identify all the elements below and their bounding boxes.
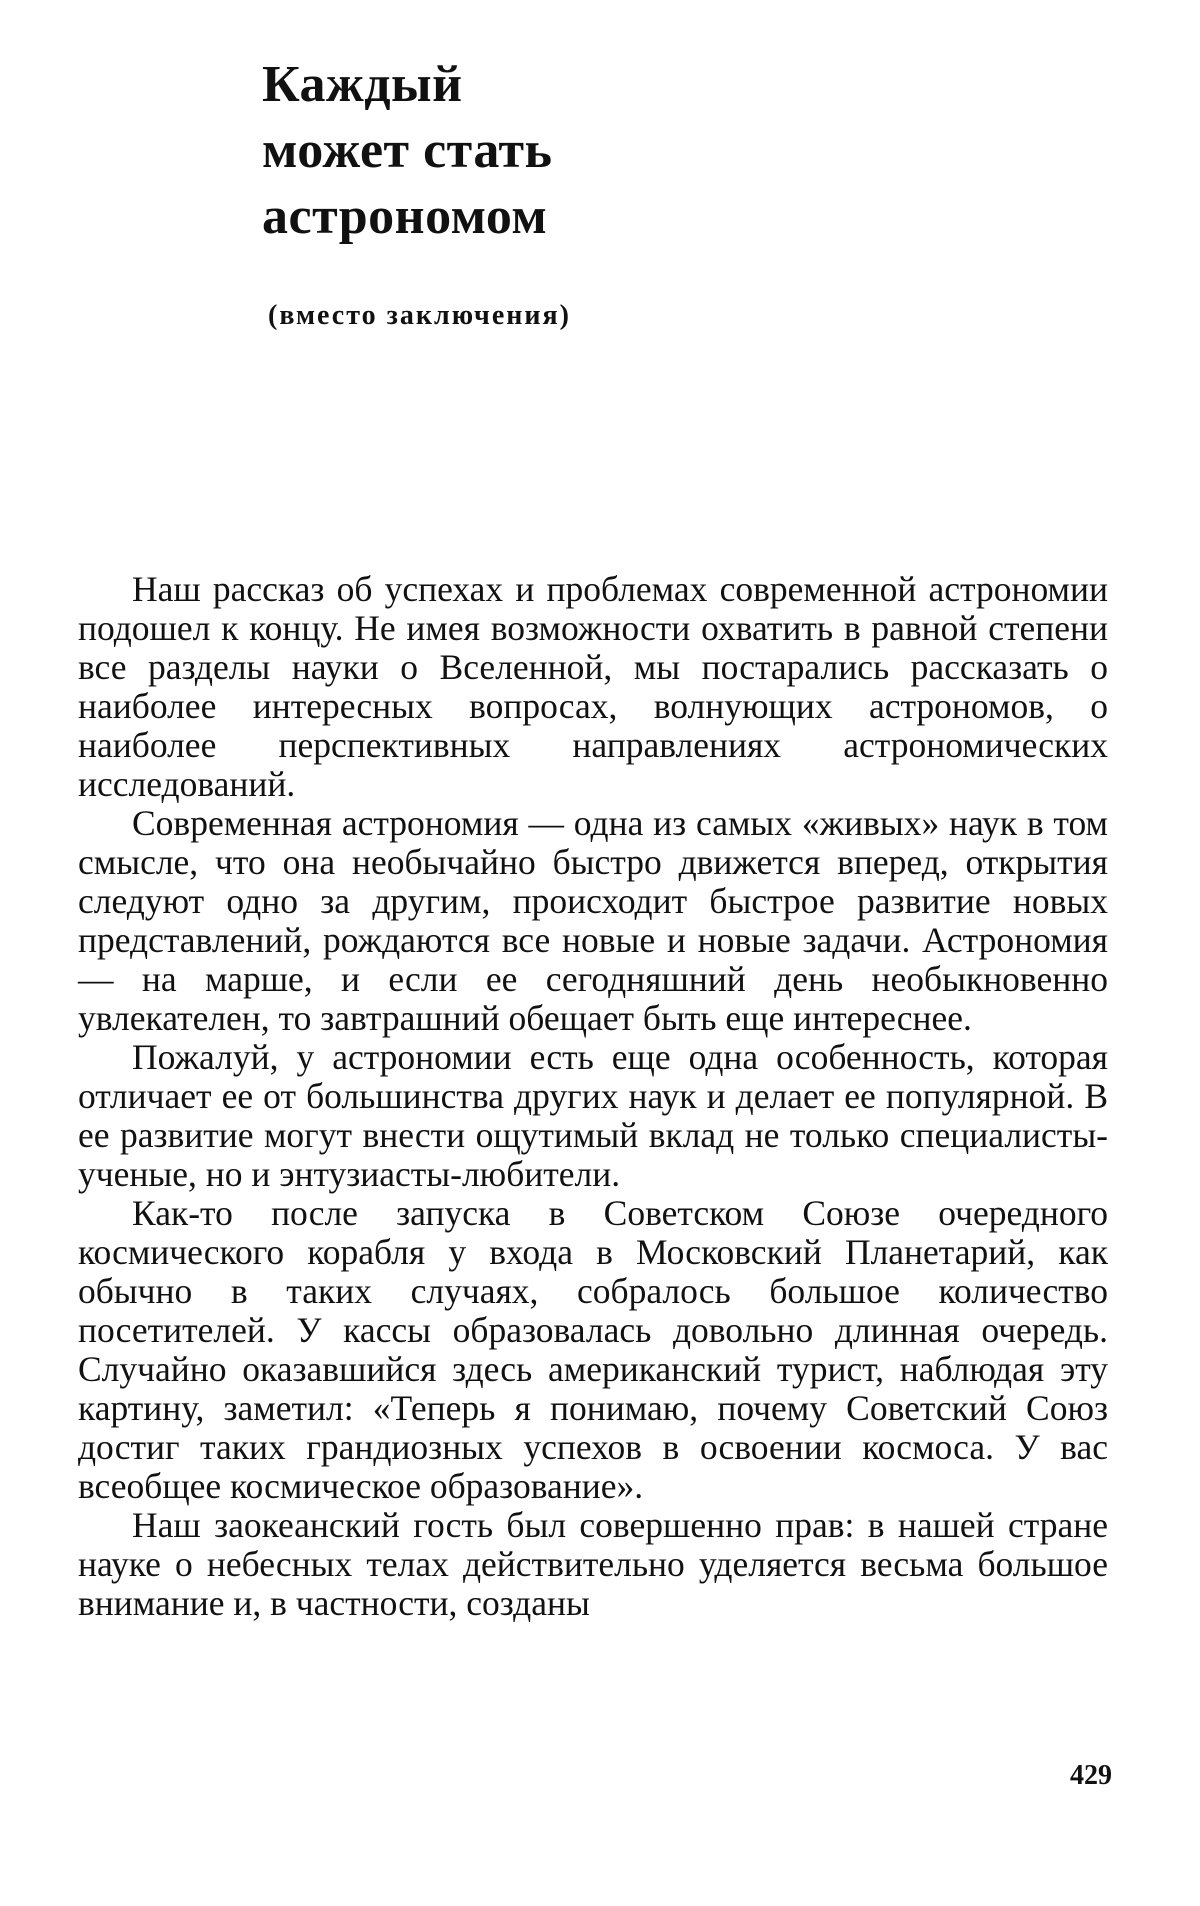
chapter-subtitle: (вместо заключения)	[268, 300, 572, 331]
paragraph: Наш заокеанский гость был совершенно прав: в нашей стране науке о небесных телах действительно уделяется весьма большое внимание и, в частности, созданы	[78, 1505, 1108, 1623]
paragraph: Как-то после запуска в Советском Союзе очередного космического корабля у входа в Московский Планетарий, как обычно в таких случаях, собралось большое количество посетителей. У кассы образовалась довольно длинная очередь. Случайно оказавшийся здесь американский турист, наблюдая эту картину, заметил: «Теперь я понимаю, почему Советский Союз достиг таких грандиозных успехов в освоении космоса. У вас всеобщее космическое образование».	[78, 1193, 1108, 1506]
page-number: 429	[1070, 1760, 1112, 1791]
chapter-title-line: может стать	[262, 122, 553, 179]
chapter-title	[262, 52, 553, 250]
chapter-title-line: Каждый	[262, 56, 463, 113]
paragraph: Наш рассказ об успехах и проблемах современной астрономии подошел к концу. Не имея возможности охватить в равной степени все разделы науки о Вселенной, мы постарались рассказать о наиболее интересных вопросах, волнующих астрономов, о наиболее перспективных направлениях астрономических исследований.	[78, 569, 1108, 804]
paragraph: Пожалуй, у астрономии есть еще одна особенность, которая отличает ее от большинства других наук и делает ее популярной. В ее развитие могут внести ощутимый вклад не только специалисты-ученые, но и энтузиасты-любители.	[78, 1037, 1108, 1194]
chapter-title-line: астрономом	[262, 188, 548, 245]
body-text	[78, 570, 1108, 1623]
paragraph: Современная астрономия — одна из самых «живых» наук в том смысле, что она необычайно быстро движется вперед, открытия следуют одно за другим, происходит быстрое развитие новых представлений, рождаются все новые и новые задачи. Астрономия — на марше, и если ее сегодняшний день необыкновенно увлекателен, то завтрашний обещает быть еще интереснее.	[78, 803, 1108, 1038]
